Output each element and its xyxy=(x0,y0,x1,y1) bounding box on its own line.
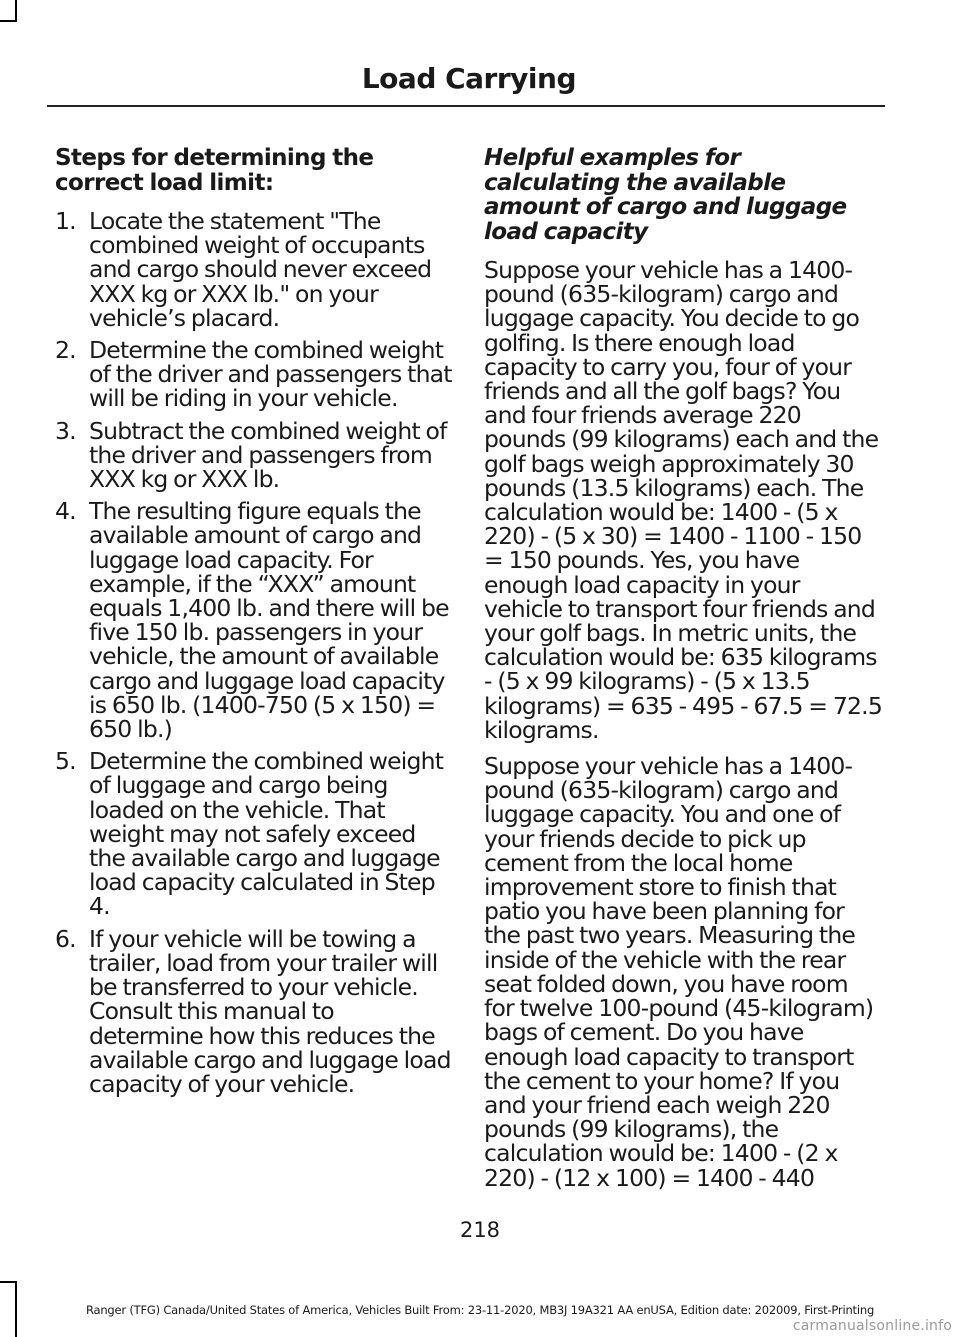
crop-mark-bottom-left-vertical xyxy=(15,1281,17,1337)
list-item xyxy=(55,209,453,330)
step-text: Determine the combined weight of luggage and cargo being loaded on the vehicle. That weight may not safely exceed the available cargo and luggage load capacity calculated in Step 4. xyxy=(89,747,444,921)
step-number: 2. xyxy=(55,336,76,365)
step-text: The resulting figure equals the available amount of cargo and luggage load capacity. For example, if the “XXX” amount equals 1,400 lb. and there will be five 150 lb. passengers in your vehicle, the amount of available cargo and luggage load capacity is 650 lb. (1400-750 (5 x 150) = 650 lb.) xyxy=(89,497,449,744)
page-title: Load Carrying xyxy=(361,62,576,95)
step-number: 5. xyxy=(55,747,76,776)
example-paragraph: Suppose your vehicle has a 1400-pound (635-kilogram) cargo and luggage capacity. You decide to go golfing. Is there enough load capacity to carry you, four of your friends and all the golf bags? You and four friends average 220 pounds (99 kilograms) each and the golf bags weigh approximately 30 pounds (13.5 kilograms) each. The calculation would be: 1400 - (5 x 220) - (5 x 30) = 1400 - 1100 - 150 = 150 pounds. Yes, you have enough load capacity in your vehicle to transport four friends and your golf bags. In metric units, the calculation would be: 635 kilograms - (5 x 99 kilograms) - (5 x 13.5 kilograms) = 635 - 495 - 67.5 = 72.5 kilograms. xyxy=(484,256,882,744)
step-number: 4. xyxy=(55,497,76,526)
step-number: 6. xyxy=(55,924,76,953)
list-item xyxy=(55,497,453,744)
list-item xyxy=(55,416,453,494)
watermark: carmanualsonline.info xyxy=(792,1318,952,1334)
footer-edition-info: Ranger (TFG) Canada/United States of America, Vehicles Built From: 23-11-2020, MB3J 19A321 AA enUSA, Edition date: 202009, First-Printing xyxy=(85,1303,875,1317)
header-divider xyxy=(47,105,885,107)
step-text: Determine the combined weight of the driver and passengers that will be riding in your vehicle. xyxy=(89,336,452,413)
steps-heading: Steps for determining the correct load limit: xyxy=(55,145,374,196)
example-paragraph: Suppose your vehicle has a 1400-pound (635-kilogram) cargo and luggage capacity. You and one of your friends decide to pick up cement from the local home improvement store to finish that patio you have been planning for the past two years. Measuring the inside of the vehicle with the rear seat folded down, you have room for twelve 100-pound (45-kilogram) bags of cement. Do you have enough load capacity to transport the cement to your home? If you and your friend each weigh 220 pounds (99 kilograms), the calculation would be: 1400 - (2 x 220) - (12 x 100) = 1400 - 440 xyxy=(484,752,874,1192)
crop-mark-bottom-left-horizontal xyxy=(0,1281,17,1283)
steps-list xyxy=(55,209,453,1096)
page-number: 218 xyxy=(459,1218,501,1242)
step-text: Locate the statement "The combined weight of occupants and cargo should never exceed XXX kg or XXX lb." on your vehicle’s placard. xyxy=(89,207,432,332)
step-number: 3. xyxy=(55,416,76,445)
step-text: If your vehicle will be towing a trailer, load from your trailer will be transferred to your vehicle. Consult this manual to determine how this reduces the available cargo and luggage load capacity of your vehicle. xyxy=(89,924,451,1098)
list-item xyxy=(55,747,453,921)
step-text: Subtract the combined weight of the driver and passengers from XXX kg or XXX lb. xyxy=(89,416,447,494)
crop-mark-top-left-vertical xyxy=(15,0,17,22)
right-column xyxy=(484,146,882,1202)
left-column xyxy=(55,146,453,1104)
step-number: 1. xyxy=(55,207,76,235)
list-item xyxy=(55,924,453,1098)
crop-mark-top-left-horizontal xyxy=(0,20,17,22)
list-item xyxy=(55,338,453,411)
examples-heading: Helpful examples for calculating the available amount of cargo and luggage load capacity xyxy=(484,145,847,245)
